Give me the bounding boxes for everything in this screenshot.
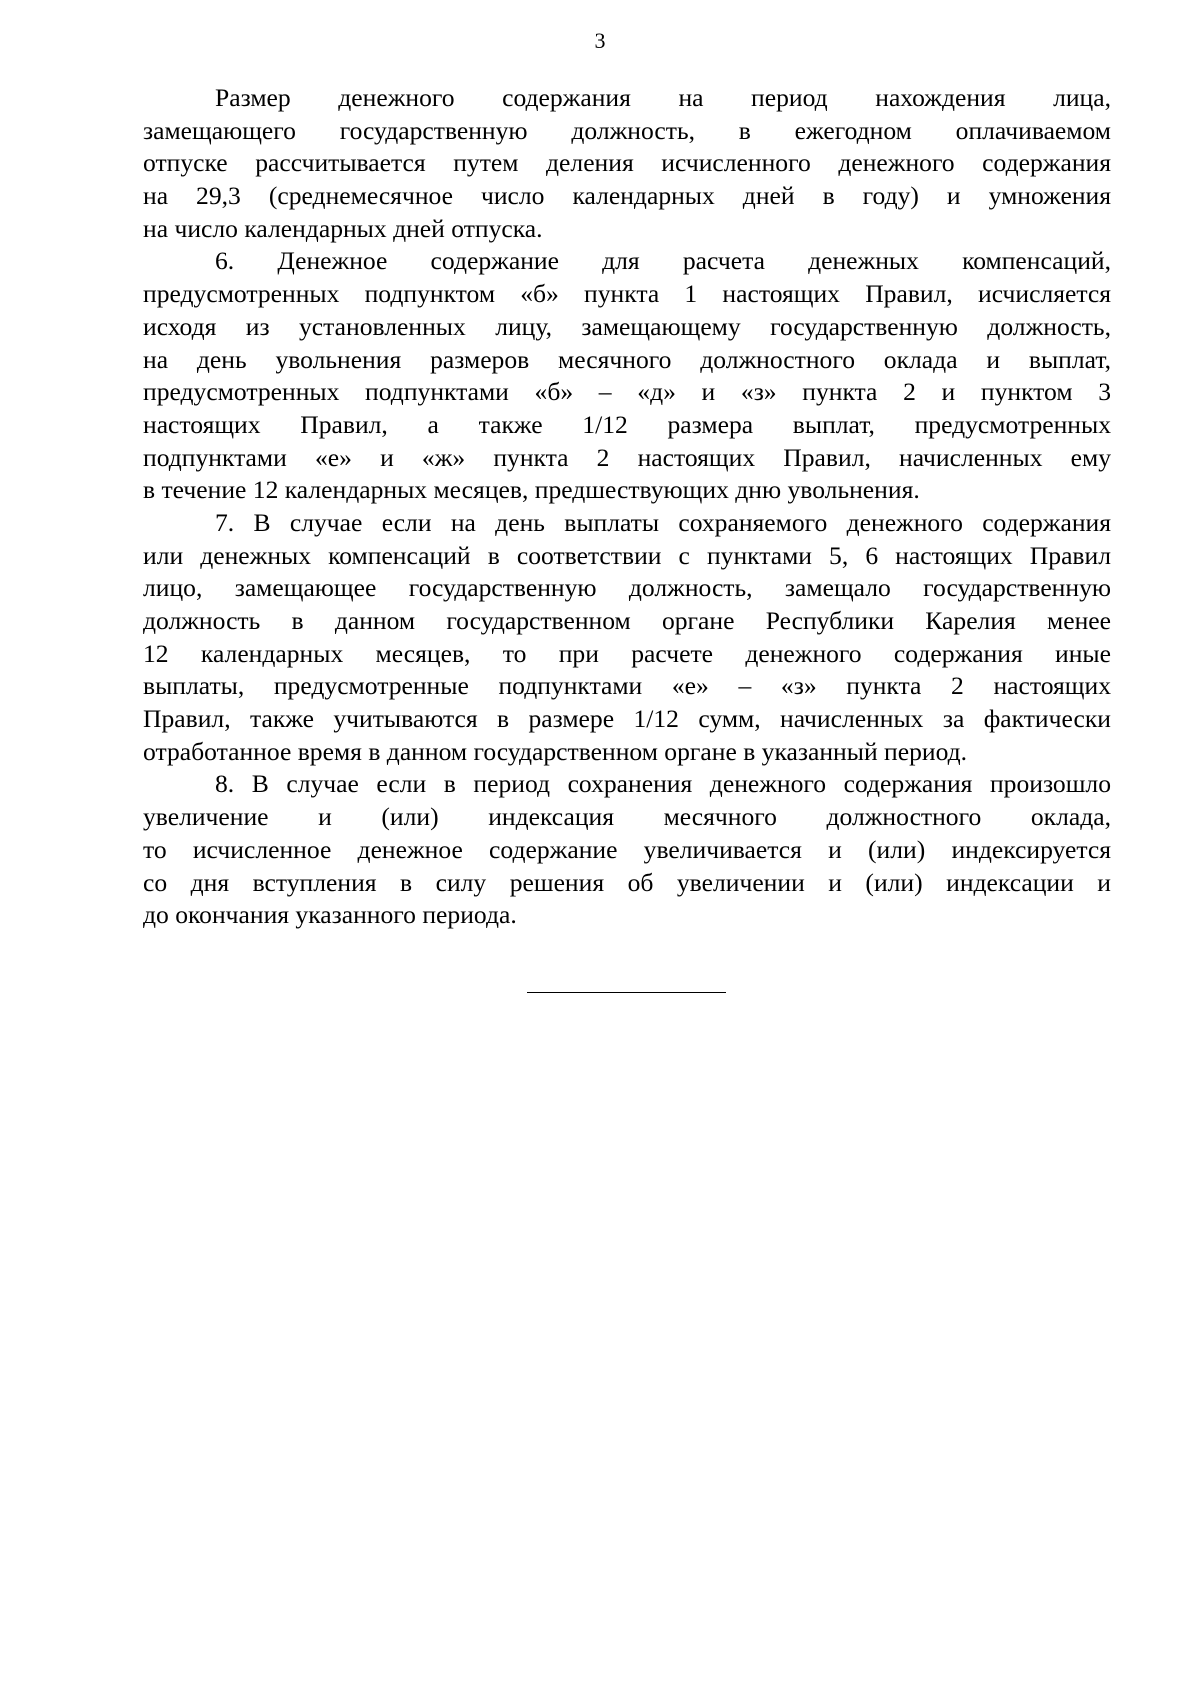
document-body — [143, 82, 1111, 932]
text-line: выплаты, предусмотренные подпунктами «е» – «з» пункта 2 настоящих — [143, 671, 1111, 701]
paragraph-item-7 — [143, 507, 1111, 769]
text-line: настоящих Правил, а также 1/12 размера выплат, предусмотренных — [143, 409, 1111, 439]
text-line: исходя из установленных лицу, замещающему государственную должность, — [143, 311, 1111, 341]
text-line: увеличение и (или) индексация месячного должностного оклада, — [143, 802, 1111, 832]
text-line: подпунктами «е» и «ж» пункта 2 настоящих Правил, начисленных ему — [143, 442, 1111, 472]
text-line: отработанное время в данном государственном органе в указанный период. — [143, 736, 968, 766]
paragraph-item-8 — [143, 768, 1111, 931]
paragraph-vacation-pay — [143, 82, 1111, 245]
text-line: 8. В случае если в период сохранения денежного содержания произошло — [215, 769, 1111, 799]
text-line: в течение 12 календарных месяцев, предшествующих дню увольнения. — [143, 475, 920, 505]
text-line: до окончания указанного периода. — [143, 900, 517, 930]
text-line: то исчисленное денежное содержание увеличивается и (или) индексируется — [143, 834, 1111, 864]
text-line: предусмотренных подпунктами «б» – «д» и «з» пункта 2 и пунктом 3 — [143, 377, 1111, 407]
paragraph-item-6 — [143, 245, 1111, 507]
text-line: предусмотренных подпунктом «б» пункта 1 настоящих Правил, исчисляется — [143, 279, 1111, 309]
text-line: Правил, также учитываются в размере 1/12 сумм, начисленных за фактически — [143, 704, 1111, 734]
end-of-document-rule — [527, 992, 726, 993]
text-line: на 29,3 (среднемесячное число календарных дней в году) и умножения — [143, 181, 1111, 211]
text-line: 7. В случае если на день выплаты сохраняемого денежного содержания — [215, 507, 1111, 537]
text-line: должность в данном государственном органе Республики Карелия менее — [143, 606, 1111, 635]
text-line: на число календарных дней отпуска. — [143, 213, 543, 243]
text-line: замещающего государственную должность, в ежегодном оплачиваемом — [143, 115, 1111, 145]
text-line: на день увольнения размеров месячного должностного оклада и выплат, — [143, 344, 1111, 374]
text-line: со дня вступления в силу решения об увеличении и (или) индексации и — [143, 867, 1111, 897]
text-line: лицо, замещающее государственную должность, замещало государственную — [143, 573, 1111, 603]
text-line: Размер денежного содержания на период нахождения лица, — [215, 83, 1111, 112]
text-line: 12 календарных месяцев, то при расчете денежного содержания иные — [143, 638, 1111, 668]
page-number: 3 — [594, 28, 606, 53]
text-line: 6. Денежное содержание для расчета денежных компенсаций, — [215, 246, 1111, 276]
text-line: отпуске рассчитывается путем деления исчисленного денежного содержания — [143, 148, 1111, 178]
text-line: или денежных компенсаций в соответствии с пунктами 5, 6 настоящих Правил — [143, 540, 1111, 570]
